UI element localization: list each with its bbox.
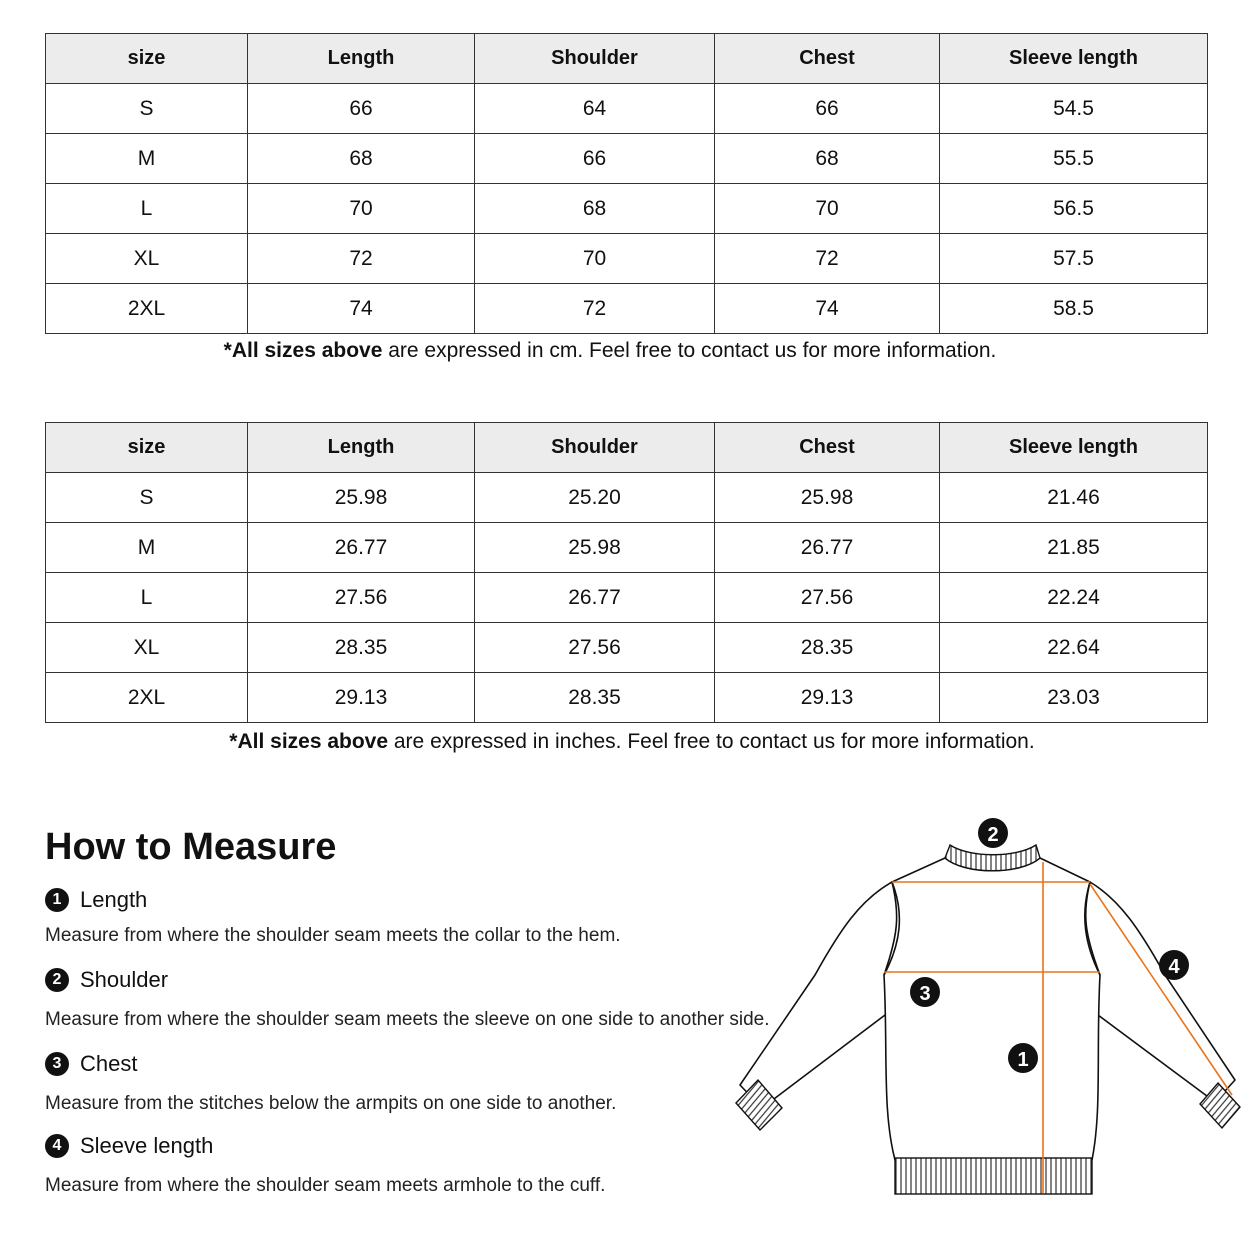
- measure-step-chest: [45, 1051, 616, 1115]
- size-table-cm: [45, 33, 1208, 334]
- step-description: Measure from where the shoulder seam meets armhole to the cuff.: [45, 1175, 606, 1196]
- table-cell: 68: [475, 184, 715, 234]
- table-cell: 2XL: [46, 673, 248, 723]
- how-to-measure-title: How to Measure: [45, 826, 337, 868]
- table-cell: 68: [715, 134, 940, 184]
- table-cell: 2XL: [46, 284, 248, 334]
- size-table-inches: [45, 422, 1208, 723]
- step-label: Sleeve length: [80, 1133, 214, 1158]
- table-cell: M: [46, 523, 248, 573]
- table-row: [46, 573, 1208, 623]
- table-row: [46, 673, 1208, 723]
- table-cell: 66: [715, 84, 940, 134]
- step-label: Length: [80, 887, 148, 912]
- table-cell: 28.35: [715, 623, 940, 673]
- column-header: Length: [248, 423, 475, 473]
- table-row: [46, 284, 1208, 334]
- table-cell: 26.77: [248, 523, 475, 573]
- table-cell: 26.77: [715, 523, 940, 573]
- measure-step-shoulder: [45, 967, 770, 1031]
- table-cell: 64: [475, 84, 715, 134]
- sweater-outline: [740, 858, 1235, 1160]
- table-cell: 72: [475, 284, 715, 334]
- number-3-icon: 3: [45, 1052, 69, 1076]
- column-header: size: [46, 423, 248, 473]
- sweater-diagram-icon: [725, 810, 1254, 1210]
- table-cell: XL: [46, 623, 248, 673]
- table-header-row: [46, 423, 1208, 473]
- column-header: size: [46, 34, 248, 84]
- table-cell: 29.13: [248, 673, 475, 723]
- table-row: [46, 523, 1208, 573]
- note-text: are expressed in cm. Feel free to contact us for more information.: [382, 339, 997, 362]
- table-cell: S: [46, 84, 248, 134]
- number-1-icon: 1: [45, 888, 69, 912]
- table-header-row: [46, 34, 1208, 84]
- step-label: Shoulder: [80, 967, 169, 992]
- table-cell: 72: [248, 234, 475, 284]
- table-cell: 26.77: [475, 573, 715, 623]
- table-cell: S: [46, 473, 248, 523]
- marker-3-icon: [910, 977, 940, 1007]
- table-cell: 28.35: [475, 673, 715, 723]
- table-cell: 74: [248, 284, 475, 334]
- marker-label: 3: [919, 983, 931, 1005]
- table-cell: 58.5: [940, 284, 1208, 334]
- table-cell: 70: [475, 234, 715, 284]
- table-row: [46, 234, 1208, 284]
- table-row: [46, 184, 1208, 234]
- column-header: Length: [248, 34, 475, 84]
- step-label: Chest: [80, 1051, 138, 1076]
- table-cell: 21.85: [940, 523, 1208, 573]
- column-header: Sleeve length: [940, 34, 1208, 84]
- table-cell: 66: [475, 134, 715, 184]
- table-cell: 27.56: [715, 573, 940, 623]
- table-cell: 25.98: [475, 523, 715, 573]
- note-bold: *All sizes above: [229, 730, 389, 753]
- measure-step-length: [45, 887, 621, 947]
- table-cell: L: [46, 184, 248, 234]
- table-cell: 70: [248, 184, 475, 234]
- measure-step-sleeve: [45, 1133, 605, 1197]
- table-cell: 23.03: [940, 673, 1208, 723]
- table-cell: 28.35: [248, 623, 475, 673]
- table-cell: 57.5: [940, 234, 1208, 284]
- table-cell: 55.5: [940, 134, 1208, 184]
- size-note-cm: [0, 339, 1237, 363]
- marker-2-icon: [978, 818, 1008, 848]
- table-cell: 29.13: [715, 673, 940, 723]
- table-cell: 72: [715, 234, 940, 284]
- step-description: Measure from where the shoulder seam meets the sleeve on one side to another side.: [45, 1009, 770, 1030]
- note-text: are expressed in inches. Feel free to contact us for more information.: [388, 730, 1035, 753]
- size-note-inches: [5, 730, 1254, 754]
- column-header: Chest: [715, 34, 940, 84]
- table-cell: 54.5: [940, 84, 1208, 134]
- table-cell: 68: [248, 134, 475, 184]
- table-cell: 22.64: [940, 623, 1208, 673]
- table-cell: 25.20: [475, 473, 715, 523]
- table-cell: 74: [715, 284, 940, 334]
- table-row: [46, 134, 1208, 184]
- table-cell: L: [46, 573, 248, 623]
- table-cell: 27.56: [475, 623, 715, 673]
- step-description: Measure from where the shoulder seam meets the collar to the hem.: [45, 925, 621, 946]
- table-cell: 21.46: [940, 473, 1208, 523]
- hem-rib: [895, 1158, 1092, 1194]
- table-row: [46, 84, 1208, 134]
- number-4-icon: 4: [45, 1134, 69, 1158]
- column-header: Sleeve length: [940, 423, 1208, 473]
- table-cell: XL: [46, 234, 248, 284]
- column-header: Shoulder: [475, 423, 715, 473]
- note-bold: *All sizes above: [223, 339, 383, 362]
- marker-label: 2: [987, 824, 999, 846]
- marker-label: 4: [1168, 956, 1180, 978]
- table-cell: 27.56: [248, 573, 475, 623]
- step-description: Measure from the stitches below the armpits on one side to another.: [45, 1093, 617, 1114]
- table-cell: M: [46, 134, 248, 184]
- table-row: [46, 623, 1208, 673]
- table-cell: 25.98: [715, 473, 940, 523]
- table-cell: 56.5: [940, 184, 1208, 234]
- column-header: Chest: [715, 423, 940, 473]
- table-cell: 25.98: [248, 473, 475, 523]
- marker-label: 1: [1017, 1049, 1029, 1071]
- table-cell: 22.24: [940, 573, 1208, 623]
- column-header: Shoulder: [475, 34, 715, 84]
- marker-4-icon: [1159, 950, 1189, 980]
- marker-1-icon: [1008, 1043, 1038, 1073]
- number-2-icon: 2: [45, 968, 69, 992]
- table-cell: 70: [715, 184, 940, 234]
- table-cell: 66: [248, 84, 475, 134]
- table-row: [46, 473, 1208, 523]
